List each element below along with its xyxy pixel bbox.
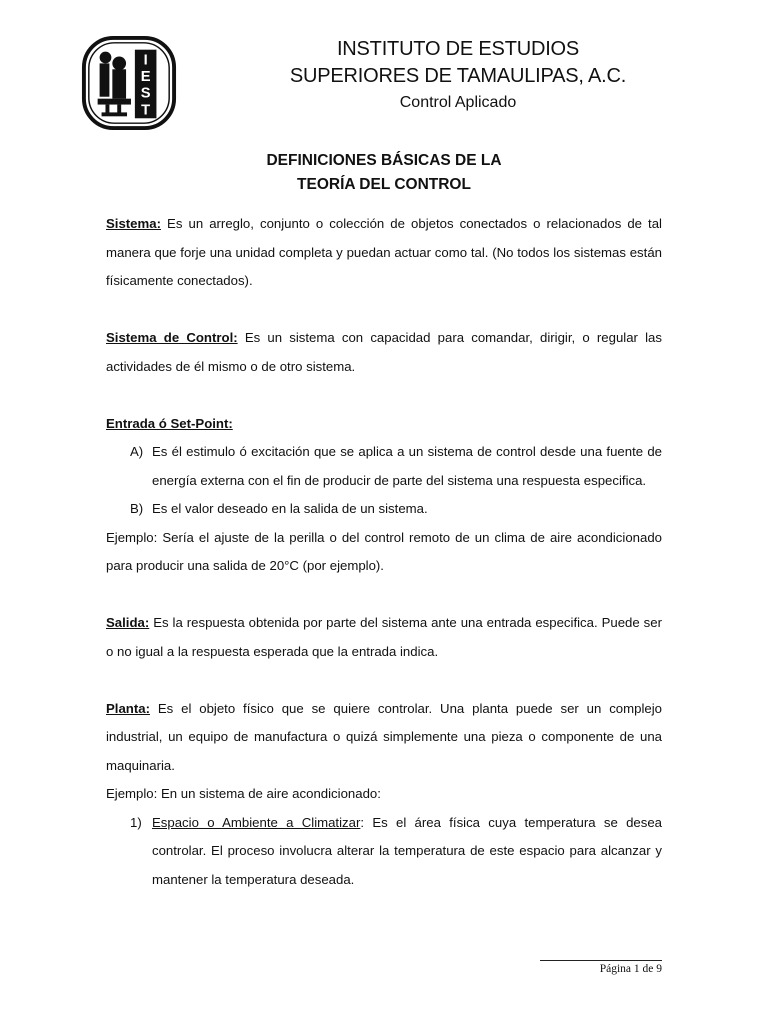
definition-text: Es un arreglo, conjunto o colección de objetos conectados o relacionados de tal manera que forje una unidad completa y puedan actuar como tal. (No todos los sistemas están físicamente conectados). xyxy=(106,216,662,288)
page-number: Página 1 de 9 xyxy=(599,963,662,975)
definition-salida xyxy=(106,609,662,666)
footer-divider xyxy=(540,960,662,961)
iest-logo xyxy=(80,34,178,132)
definition-planta xyxy=(106,695,662,781)
institution-name-line2: SUPERIORES DE TAMAULIPAS, A.C. xyxy=(289,65,627,87)
list-item-text: Es él estimulo ó excitación que se aplica a un sistema de control desde una fuente de energía externa con el fin de producir de parte del sistema una respuesta especifica. xyxy=(152,444,662,488)
list-item-text: Es el valor deseado en la salida de un sistema. xyxy=(152,501,428,516)
title-line1: DEFINICIONES BÁSICAS DE LA xyxy=(266,152,502,169)
term-salida: Salida: xyxy=(106,615,150,630)
svg-text:E: E xyxy=(140,69,151,86)
definition-sistema-control xyxy=(106,324,662,381)
list-item-label: Espacio o Ambiente a Climatizar xyxy=(152,814,361,830)
document-header xyxy=(255,36,661,115)
planta-list xyxy=(106,809,662,895)
definition-entrada xyxy=(106,410,662,439)
list-item xyxy=(106,438,662,495)
list-item xyxy=(106,495,662,524)
definition-text: Es la respuesta obtenida por parte del sistema ante una entrada especifica. Puede ser o no igual a la respuesta esperada que la entrada indica. xyxy=(106,615,662,659)
list-item-description: : Es el área física cuya temperatura se desea controlar. El proceso involucra alterar la temperatura de este espacio para alcanzar y mantener la temperatura deseada. xyxy=(152,814,662,887)
term-entrada: Entrada ó Set-Point: xyxy=(106,415,233,431)
list-marker: B) xyxy=(130,501,144,516)
list-item xyxy=(106,809,662,895)
institution-name-line1: INSTITUTO DE ESTUDIOS xyxy=(336,38,580,60)
entrada-example: Ejemplo: Sería el ajuste de la perilla o del control remoto de un clima de aire acondicionado para producir una salida de 20°C (por ejemplo). xyxy=(106,529,662,573)
planta-example-intro: Ejemplo: En un sistema de aire acondicionado: xyxy=(106,786,381,801)
term-sistema-control: Sistema de Control: xyxy=(106,330,238,345)
svg-text:S: S xyxy=(140,85,151,102)
definition-text: Es el objeto físico que se quiere controlar. Una planta puede ser un complejo industrial, un equipo de manufactura o quizá simplemente una pieza o componente de una maquinaria. xyxy=(106,700,662,773)
entrada-list xyxy=(106,438,662,524)
term-sistema: Sistema: xyxy=(106,216,161,231)
definition-sistema xyxy=(106,210,662,296)
svg-text:T: T xyxy=(141,102,151,119)
document-body xyxy=(106,210,662,894)
svg-text:I: I xyxy=(143,52,148,69)
list-marker: 1) xyxy=(130,814,142,830)
list-item-text xyxy=(152,809,662,895)
document-title xyxy=(200,149,568,197)
term-planta: Planta: xyxy=(106,700,150,716)
title-line2: TEORÍA DEL CONTROL xyxy=(297,176,471,193)
list-marker: A) xyxy=(130,444,144,459)
definition-text: Es un sistema con capacidad para comandar, dirigir, o regular las actividades de él mismo o de otro sistema. xyxy=(106,330,662,374)
course-name: Control Aplicado xyxy=(399,94,517,111)
